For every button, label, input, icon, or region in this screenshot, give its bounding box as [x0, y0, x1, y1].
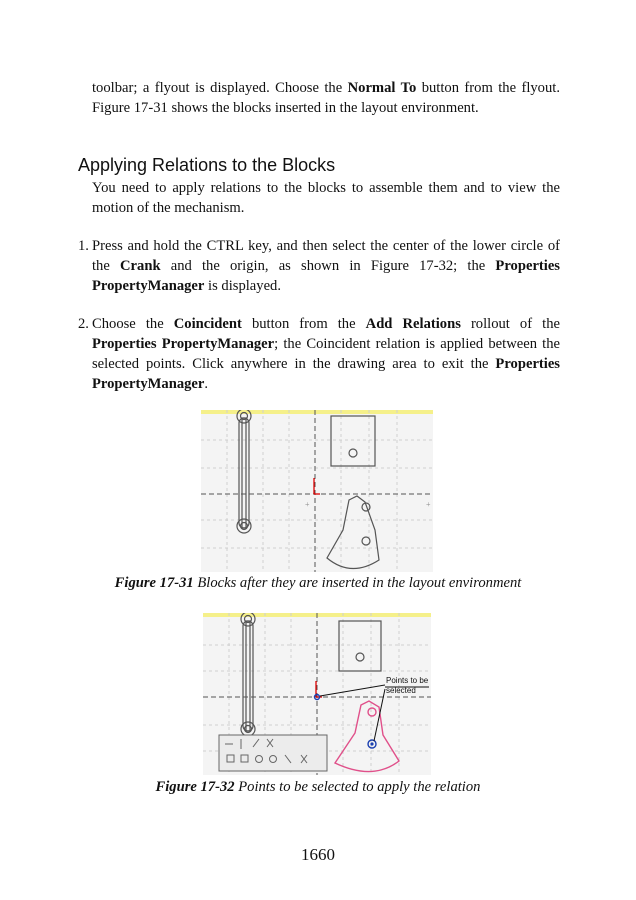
- callout-line-2: selected: [386, 686, 416, 695]
- intro-paragraph: [92, 78, 560, 118]
- step-1-text: Press and hold the CTRL key, and then select the center of the lower circle of the Crank and the origin, as shown in Figure 17-32; the Properties PropertyManager is displayed.: [92, 238, 560, 294]
- svg-text:+: +: [305, 500, 310, 509]
- callout-line-1: Points to be: [386, 676, 429, 685]
- step-2-number: 2.: [78, 316, 89, 332]
- step-1-number: 1.: [78, 238, 89, 254]
- figure-17-32-image: [203, 613, 431, 775]
- normal-to-term: Normal To: [347, 80, 417, 96]
- figure-17-31-image: [201, 410, 433, 572]
- step-1: [78, 236, 560, 296]
- figure-17-32-label: Figure 17-32: [155, 779, 235, 795]
- page-number: 1660: [301, 845, 335, 864]
- figure-17-32-caption: Figure 17-32 Points to be selected to apply the relation: [155, 779, 481, 795]
- intro-text-1: toolbar; a flyout is displayed. Choose the: [92, 80, 348, 96]
- svg-text:+: +: [426, 500, 431, 509]
- step-2-text: Choose the Coincident button from the Add Relations rollout of the Properties PropertyManager; the Coincident relation is applied between the selected points. Click anywhere in the drawing area to exit the Properties PropertyManager.: [92, 316, 560, 392]
- figure-17-31-label: Figure 17-31: [114, 575, 194, 591]
- sketch-toolbar: [219, 735, 327, 771]
- step-2: [78, 314, 560, 394]
- section-heading: Applying Relations to the Blocks: [78, 155, 336, 175]
- figure-17-31-caption: Figure 17-31 Blocks after they are inserted in the layout environment: [114, 575, 522, 591]
- intro-text-2: button from the flyout. Figure 17-31 shows the blocks inserted in the layout environment.: [92, 80, 560, 116]
- section-body: You need to apply relations to the blocks to assemble them and to view the motion of the mechanism.: [92, 180, 560, 216]
